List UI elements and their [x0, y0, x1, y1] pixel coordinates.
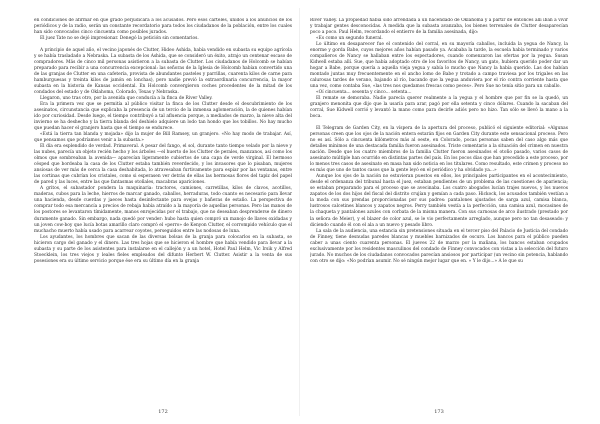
paragraph: A principio de aquel año, el vecino japonés de Clutter, Hideo Ashida, había vendido en subasta su equipo agrícola y se había trasladado a Nebraska. La subasta de los Ashida, que se consideró un éxito, atrajo un centenar escaso de compradores. Más de cinco mil personas asistieron a la subasta de Clutter. Los ciudadanos de Holcomb se habían preparado para recibir a una concurrencia excepcional: las señoras de la Iglesia de Holcomb habían convertido una de las granjas de Clutter en una cafetería, provista de abundantes pasteles y parrillas, cuarenta kilos de carne para hamburguesas y treinta kilos de jamón en lonchas), pero nadie previó la extraordinaria concurrencia, la mayor subasta en la historia de Kansas occidental. En Holcomb convergieron coches procedentes de la mitad de los condados del estado y de Oklahoma, Colorado, Texas y Nebraska. — [34, 48, 292, 96]
paragraph: «Es como un segundo funeral. — [316, 36, 383, 42]
paragraph: en condiciones de afirmar en qué grado perjudicará a los acusados. Pero esos carteles, unidos a los anuncios de los periódicos y de la radio, serán un constante recordatorio para todos los ciudadanos de la población, entre los cuales han sido convocados cinco cincuenta como posibles jurados. — [34, 18, 292, 36]
left-page — [34, 18, 292, 408]
paragraph: El juez Tate no se dejó impresionar. Denegó la petición sin comentarios. — [40, 36, 199, 42]
page-number: 173 — [434, 409, 444, 415]
paragraph: El Telegram de Garden City, en la víspera de la apertura del proceso, publicó el siguiente editorial: «Algunas personas creen que los ojos de la nación entera estarán fijos en Garden City durante este sensacional proceso. Pero no es así. Sólo a cincuenta kilómetros más al oeste, en Colorado, pocas personas saben del caso algo más que detalles mínimos de una destacada familia fueron asesinados. Triste comentario a la situación del crimen en nuestra nación. Desde que los cuatro miembros de la familia Clutter fueron asesinados el otoño pasado, varios casos de asesinato múltiple han ocurrido en distintas partes del país. En los pocos días que han precedido a este proceso, por lo menos tres casos de asesinato en masa han sido noticia en los titulares. Como resultado, este crimen y proceso no es más que uno de tantos casos que la gente leyó en el periódico y ha olvidado ya...» — [310, 126, 568, 174]
paragraph: El remate se demoraba. Nadie parecía querer realmente a la yegua y el hombre que por fin se la quedó, un granjero menonita que dijo que la usaría para arar, pagó por ella setenta y cinco dólares. Cuando la sacaban del corral, Sue Kidwell corrió y levantó la mano como para decirle adiós pero no hizo. Tan sólo se llevó la mano a la boca. — [310, 96, 568, 120]
page-number: 172 — [158, 409, 168, 415]
paragraph: Llegaron, uno tras otro, por la avenida que conducía a la finca de River Valley. — [40, 96, 213, 102]
paragraph: A gritos, el subastador pondera la maquinaria: tractores, camiones, carretillas, kilos de clavos, acotillos, maderas, cubos para la leche, hierros de marcar ganado, caballos, herraduras, todo cuanto es necesario para llevar una hacienda, desde cuerdas y jaeces hasta desinfectante para ovejas y bañeras de estaño. La perspectiva de comprar todo esa mercancía a precios de rebaja había atraído a la mayoría de aquellas personas. Pero las manos de los postores se levantaron tímidamente, manos enrojecidas por el trabajo, que no deseaban desprenderse de dinero duramente ganado. Sin embargo, nada quedó por vender: hubo hasta quien compró un manojo de llaves oxidadas y un joven cow-boy que lucía botas amarillo claro compró el «perro» de Kenyon Clutter, el corrompido vehículo que el muchacho muerto había usado para acarrear coyotes, perseguidos entre las nodosas de luna. — [34, 186, 292, 234]
paragraph: «Oí cincuenta... sesenta y cinco... setenta... — [316, 90, 412, 96]
paragraph: Aunque los ojos de la nación no estuvieran puestos en ellos, los principales participantes en el acontecimiento, desde el ordenanza del tribunal hasta el juez, estaban pendientes de un problema de las cuestiones de apariencia; se estaban preparando para el proceso que se avecinaba. Los cuatro abogados lucían trajes nuevos, y los nuevos zapatos de los dos hijos del fiscal del distrito crujían y gemían a cada paso. Hickock, los acusados también vestían a la moda con sus prendas proporcionadas por sus padres: pantalones ajustados de sarga azul, camisa blanca, lustrosos calcetines blancos y zapatos negros. Perry también vestía a la perfección, una camisa azul, mocasines de la chaqueta y pantalones azules con corbata de la misma manera. Con sus carnosas de arco ilustrado (prestado por la señora de Meier), y el blazer de color azul, se le vio perfectamente arreglado, aunque pero no tan desaseado: y diciendo cuando él con el ala a un nuevo y pesado libro. — [310, 174, 568, 228]
right-page — [310, 18, 568, 408]
paragraph: La sala de la audiencia, una estancia sin pretensiones situada en el tercer piso del Palacio de Justicia del condado de Finney, tiene desnudas paredes blancas y muebles barnizados de oscuro. Los bancos para el público pueden caber a unas ciento cuarenta personas. El jueves 22 de marzo por la mañana, los bancos estaban ocupados exclusivamente por los residentes masculinos del condado de Finney convocados con vistas a la selección del futuro jurado. No muchos de los ciudadanos convocados parecían ansiosos por participar (un vecino sin potencia, hablando con otro se dijo: «No podrían asumir. No sé ningún mejor lugar que en. » Y le dijo...» A le que su — [310, 228, 568, 264]
paragraph: Los ayudantes, los hombres que sacan de las diversas bolsas de la granja para colocarlos en la subasta, se hicieron cargo del ganado y el dinero. Las tres hojas que se hicieron el hombre que había vendido para llevar a la subasta y su parte de los asistentes para instalarse en el callejón y a un hotel, Hotel Paul Helm, Vic Irsik y Alfred Stoecklein, los tres viejos y leales fieles empleados del difunto Herbert W. Clutter. Asistir a la venta de sus posesiones era su último servicio porque ése era su último día en la granja — [34, 234, 292, 264]
paragraph: «Está la tierra tan blanda y mojada» dijo la mujer de Bill Ramsey, un granjero. «No hay modo de trabajar. Así, que pensamos que podríamos venir a la subasta.» — [34, 132, 292, 144]
paragraph: El día era esplendido de verdad. Primaveral. A pesar del fango, el sol, durante tanto tiempo velado por la nieve y las nubes, parecía un objeto recién hecho y los árboles —el huerto de los Clutter de perales, manzanos, así como los olmos que sombreaban la avenida— aparecían ligeramente cubiertos de una capa de verde virginal. El hermoso césped que bordeaba la casa de los Clutter estaba también reverdecido, y los invasores que lo pisaban, mujeres ansiosas de ver más de cerca la casa deshabitada, lo atravesaban furtivamente para espiar por las ventanas, entre las cortinas que cubrían los cristales, como si esperasen ver detrás de ellas las hermosas flores del tapiz del papel de pared y las luces, entre las que fantasmas otoñales, macabras apariciones. — [34, 144, 292, 186]
paragraph: Era la primera vez que se permitía al público visitar la finca de los Clutter desde el descubrimiento de los asesinatos, circunstancia que explicaba la presencia de un tercio de la inmensa aglomeración, la de quienes habían ido por curiosidad. Desde luego, el tiempo contribuyó a tal afluencia porque, a mediados de marzo, la nieve alta del invierno se ha deshecho y la tierra blanda del deshielo adquiere un lodo tan hondo que los tobillos. No hay mucho que puedan hacer el granjero hasta que el tiempo se endurece. — [34, 102, 292, 132]
gutter — [299, 8, 300, 416]
paragraph: Lo último en desaparecer fue el contenido del corral, en su mayoría caballos, incluida la yegua de Nancy, la enorme y gorda Babe, cuyos mejores años habían pasado ya. Acababa la tarde, la escuela había terminado y varios compañeros de Nancy se hallaban entre los espectadores, cuando comenzaron las ofertas por la yegua. Susan Kidwell estaba allí. Sue, que había adoptado otro de los favoritos de Nancy, un gato, hubiera querido poder dar un hogar a Babe, porque quería a aquella vieja yegua y sabía lo mucho que Nancy la había querido. Las dos habían montado juntas muy frecuentemente en el ancho lomo de Babe y trotado a campo traviesa por los trigales en las calurosas tardes de verano, bajando al río, bacando que la yegua anduviera por el río contra corriente hasta que una vez, como contaba Sue, «las tres nos quedamos frescas como peces». Pero Sue no tenía sitio para un caballo. — [310, 42, 568, 90]
paragraph: River Valley. La propiedad había sido arrendada a un hacendado de Oklahoma y a partir de entonces allí iban a vivir y trabajar gentes desconocidas. A medida que la subasta avanzaba, los bienes terrenales de Clutter desaparecían poco a poco. Paul Helm, recordando el entierro de la familia asesinada, dijo: — [310, 18, 568, 36]
